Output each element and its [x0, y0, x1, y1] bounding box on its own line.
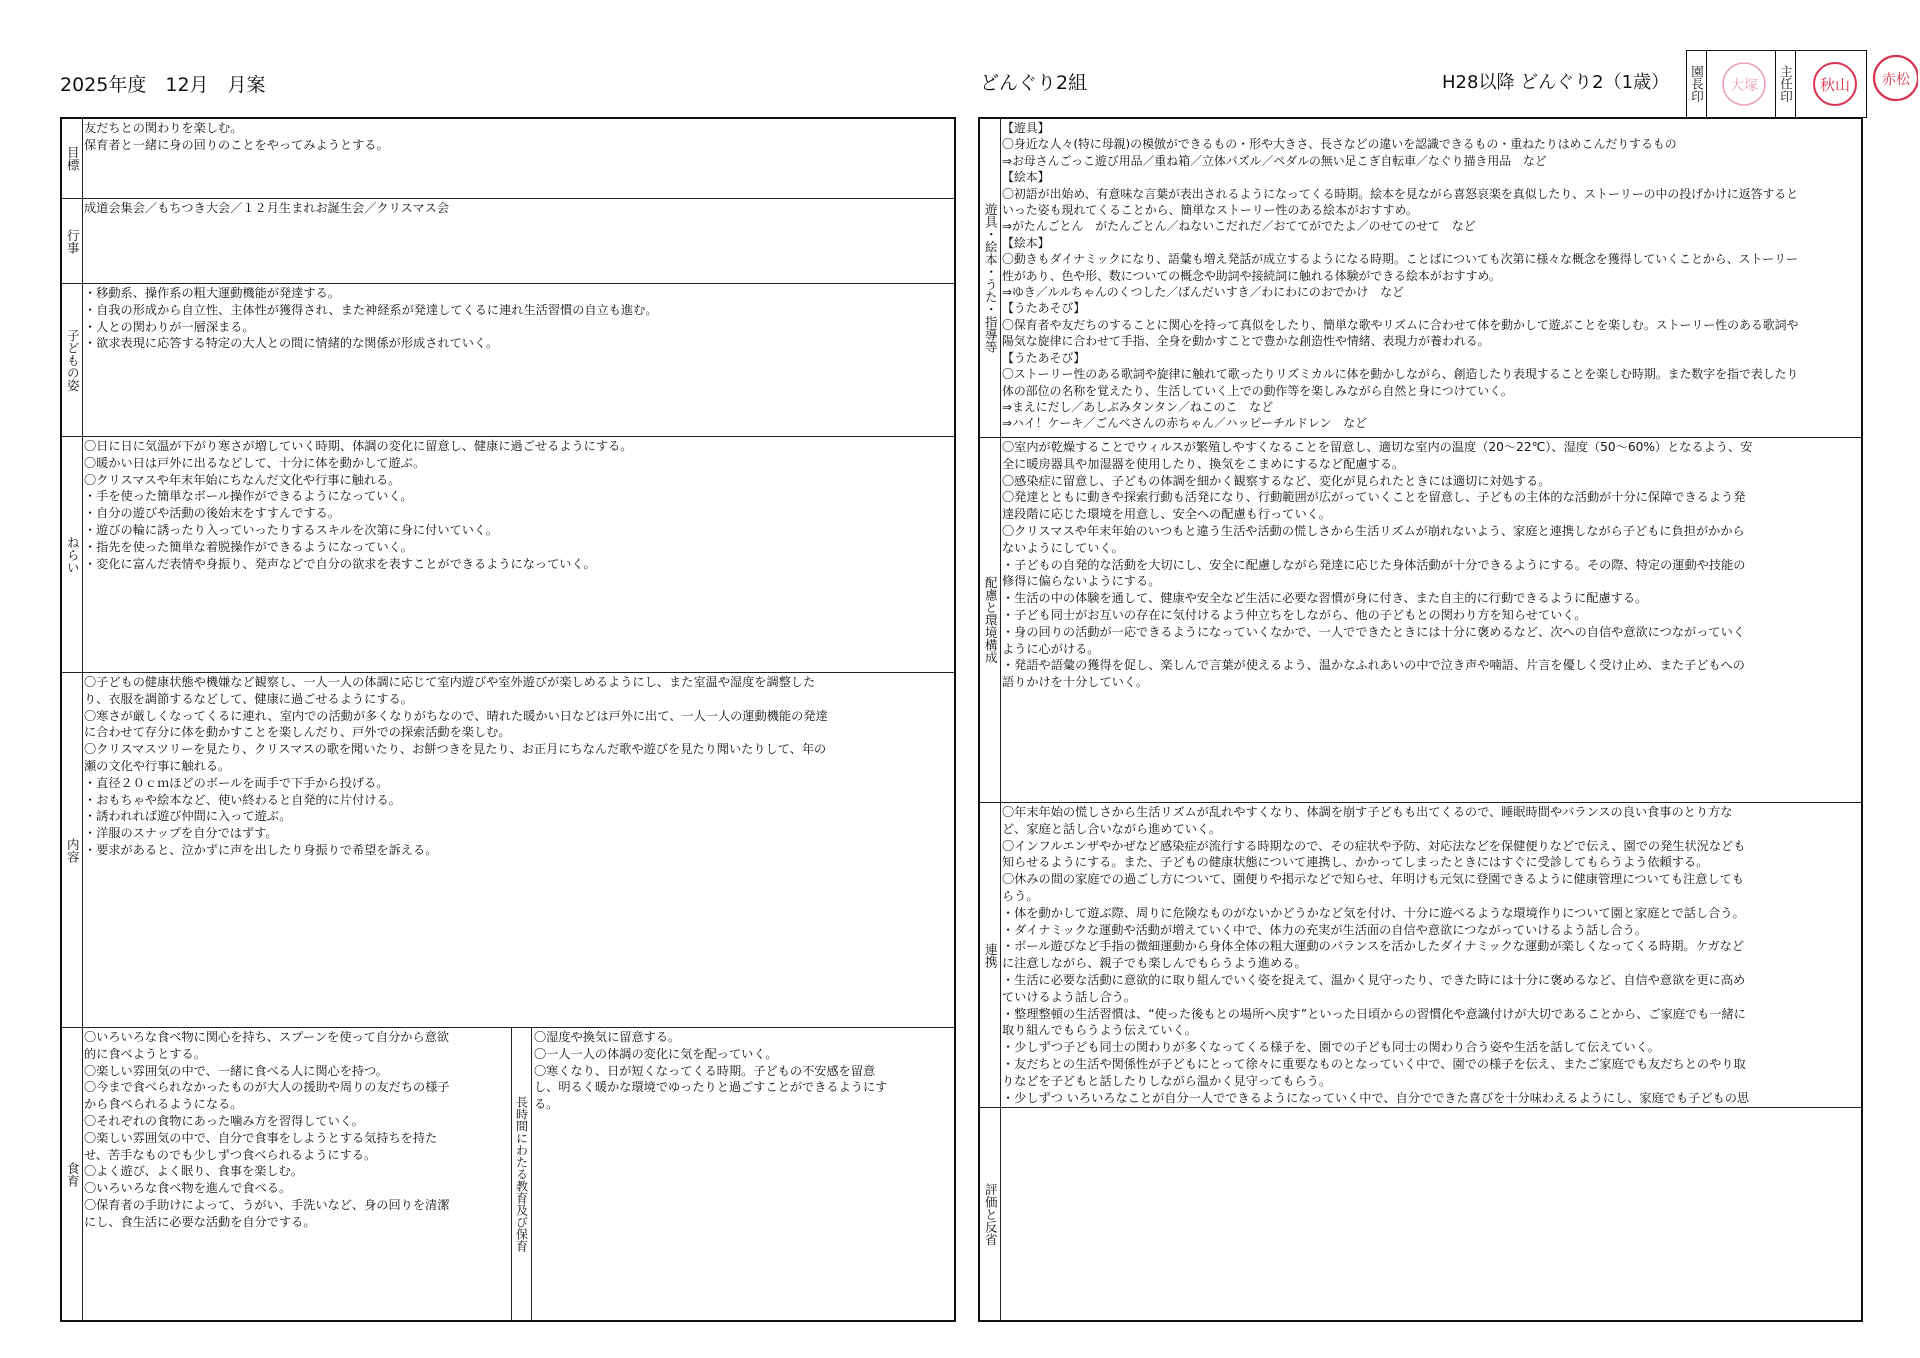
row-child-state-label: 子どもの姿 [62, 284, 83, 436]
aims-line: ・遊びの輪に誘ったり入っていったりするスキルを次第に身に付いていく。 [84, 522, 499, 537]
row-care-environment [980, 437, 1861, 802]
row-aims-label: ねらい [62, 437, 83, 672]
play-line: 〇保育者や友だちのすることに関心を持って真似をしたり、簡単な歌やリズムに合わせて体を動かして遊ぶことを楽しむ。ストーリー性のある歌詞や [1002, 317, 1799, 332]
play-line: 【絵本】 [1002, 170, 1050, 185]
row-events [62, 198, 954, 283]
aims-line: 〇日に日に気温が下がり寒さが増していく時期、体調の変化に留意し、健康に過ごせるようにする。 [84, 439, 633, 453]
chief-seal-icon [1810, 59, 1860, 109]
content-line: ・要求があると、泣かずに声を出したり身振りで希望を訴える。 [84, 842, 438, 857]
chief-seal-text: 秋山 [1819, 76, 1851, 94]
content-line: 〇クリスマスツリーを見たり、クリスマスの歌を聞いたり、お餅つきを見たり、お正月にちなんだ歌や遊びを見たり聞いたりして、年の [84, 742, 827, 757]
principal-seal-text: 大塚 [1730, 78, 1758, 94]
food-line: 〇いろいろな食べ物を進んで食べる。 [84, 1181, 292, 1196]
row-cooperation-label: 連携 [980, 803, 1001, 1107]
child-state-line: ・移動系、操作系の粗大運動機能が発達する。 [84, 286, 340, 300]
third-seal-text: 赤松 [1882, 72, 1910, 88]
play-line: ⇒お母さんごっこ遊び用品／重ね箱／立体パズル／ペダルの無い足こぎ自転車／なぐり描き用品 など [1002, 153, 1547, 168]
child-state-line: ・人との関わりが一層深まる。 [84, 319, 255, 334]
care-line: ないようにしていく。 [1002, 540, 1124, 555]
content-line: に合わせて存分に体を動かすことを楽しんだり、戸外での探索活動を楽しむ。 [84, 725, 511, 740]
care-line: 修得に偏らないようにする。 [1002, 574, 1161, 589]
aims-line: ・手を使った簡単なボール操作ができるようになっていく。 [84, 489, 413, 504]
aims-line: 〇暖かい日は戸外に出るなどして、十分に体を動かして遊ぶ。 [84, 455, 426, 470]
content-line: 〇子どもの健康状態や機嫌など観察し、一人一人の体調に応じて室内遊びや室外遊びが楽しめるようにし、また室温や湿度を調整した [84, 675, 816, 689]
row-cooperation-content [1002, 804, 1858, 1107]
row-play-books-songs-content [1002, 120, 1858, 437]
third-seal-icon [1870, 50, 1918, 110]
content-line: 〇寒さが厳しくなってくるに連れ、室内での活動が多くなりがちなので、晴れた暖かい日などは戸外に出て、一人一人の運動機能の発達 [84, 708, 828, 723]
cooperation-line: に注意しながら、親子でも楽しんでもらうよう進める。 [1002, 956, 1307, 971]
play-line: 〇動きもダイナミックになり、語彙も増え発話が成立するようになる時期。ことばについても次第に様々な概念を獲得していくことから、ストーリー [1002, 252, 1798, 267]
row-aims-content [84, 438, 951, 672]
food-line: 〇それぞれの食物にあった噛み方を習得していく。 [84, 1113, 364, 1128]
play-line: 性があり、色や形、数についての概念や助詞や接続詞に触れる体験ができる絵本がおすすめ。 [1002, 268, 1501, 283]
row-food-education [62, 1027, 954, 1320]
cooperation-line: ・ボール遊びなど手指の微細運動から身体全体の粗大運動のバランスを活かしたダイナミックな運動が楽しくなってくる時期。ケガなど [1002, 939, 1745, 954]
care-line: ・子ども同士がお互いの存在に気付けるよう仲立ちをしながら、他の子どもとの関わり方を知らせていく。 [1002, 607, 1587, 622]
play-line: 陽気な旋律に合わせて手指、全身を動かすことで豊かな創造性や情緒、表現力が養われる。 [1002, 334, 1490, 349]
row-food-education-label: 食育 [62, 1028, 83, 1320]
play-line: 【遊具】 [1002, 121, 1050, 135]
row-evaluation-label: 評価と反省 [980, 1108, 1001, 1320]
play-line: 【うたあそび】 [1002, 301, 1086, 316]
long-hours-content [534, 1029, 951, 1320]
cooperation-line: ・少しずつ いろいろなことが自分一人でできるようになっていく中で、自分でできた喜びを十分味わえるようにし、家庭でも子どもの思 [1002, 1090, 1750, 1105]
care-line: ・身の回りの活動が一応できるようになっていくなかで、一人でできたときには十分に褒めるなど、次への自信や意欲につながっていく [1002, 624, 1745, 639]
play-line: 〇ストーリー性のある歌詞や旋律に触れて歌ったりリズミカルに体を動かしながら、創造したり表現することを楽しむ時期。また数字を指で表したり [1002, 367, 1799, 382]
care-line: ・生活の中の体験を通して、健康や安全など生活に必要な習慣が身に付き、また自主的に行動できるように配慮する。 [1002, 591, 1648, 606]
goal-line: 友だちとの関わりを楽しむ。 [84, 121, 243, 135]
play-line: いった姿も現れてくることから、簡単なストーリー性のある絵本がおすすめ。 [1002, 203, 1418, 218]
content-line: ・誘われれば遊び仲間に入って遊ぶ。 [84, 809, 292, 824]
care-line: 〇室内が乾燥することでウィルスが繁殖しやすくなることを留意し、適切な室内の温度（20〜22℃）、湿度（50〜60%）となるよう、安 [1002, 440, 1753, 454]
cooperation-line: 〇休みの間の家庭での過ごし方について、園便りや掲示などで知らせ、年明けも元気に登園できるように健康管理についても注意しても [1002, 872, 1744, 887]
aims-line: ・指先を使った簡単な着脱操作ができるようになっていく。 [84, 539, 413, 554]
food-line: 〇楽しい雰囲気の中で、一緒に食べる人に関心を持つ。 [84, 1063, 388, 1078]
plan-subtitle: H28以降 どんぐり2（1歳） [1442, 72, 1670, 93]
row-events-content [84, 200, 951, 283]
row-child-state-content [84, 285, 951, 436]
content-line: り、衣服を調節するなどして、健康に過ごせるようにする。 [84, 691, 413, 706]
care-line: 達段階に応じた環境を用意し、安全への配慮も行っていく。 [1002, 507, 1331, 522]
cooperation-line: ・整理整頓の生活習慣は、“使った後もとの場所へ戻す”といった日頃からの習慣化や意識付けが大切であることから、ご家庭でも一緒に [1002, 1006, 1746, 1021]
row-aims [62, 436, 954, 672]
content-line: 瀬の文化や行事に触れる。 [84, 758, 231, 773]
class-name: どんぐり2組 [980, 72, 1088, 94]
long-hours-line: 〇寒くなり、日が短くなってくる時期。子どもの不安感を留意 [534, 1063, 876, 1078]
row-content [62, 672, 954, 1027]
food-line: にし、食生活に必要な活動を自分でする。 [84, 1214, 316, 1229]
play-line: ⇒まえにだし／あしぶみタンタン／ねこのこ など [1002, 399, 1274, 414]
content-line: ・おもちゃや絵本など、使い終わると自発的に片付ける。 [84, 792, 401, 807]
play-line: 体の部位の名称を覚えたり、生活していく上での動作等を楽しみながら自然と身につけていく。 [1002, 383, 1513, 398]
play-line: 〇初語が出始め、有意味な言葉が表出されるようになってくる時期。絵本を見ながら喜怒哀楽を真似したり、ストーリーの中の投げかけに返答すると [1002, 186, 1799, 201]
cooperation-line: ・体を動かして遊ぶ際、周りに危険なものがないかどうかなど気を付け、十分に遊べるような環境作りについて園と家庭とで話し合う。 [1002, 905, 1745, 920]
care-line: 〇感染症に留意し、子どもの体調を細かく観察するなど、変化が見られたときには適切に対処する。 [1002, 473, 1551, 488]
food-line: 〇保育者の手助けによって、うがい、手洗いなど、身の回りを清潔 [84, 1197, 450, 1212]
events-line: 成道会集会／もちつき大会／１２月生まれお誕生会／クリスマス会 [84, 201, 450, 215]
play-line: ⇒ゆき／ルルちゃんのくつした／ばんだいすき／わにわにのおでかけ など [1002, 285, 1404, 300]
long-hours-line: 〇一人一人の体調の変化に気を配っていく。 [534, 1046, 778, 1061]
principal-stamp-label: 園長印 [1687, 51, 1707, 117]
care-line: ように心がける。 [1002, 641, 1100, 656]
care-line: ・子どもの自発的な活動を大切にし、安全に配慮しながら発達に応じた身体活動が十分できるようにする。その際、特定の運動や技能の [1002, 557, 1746, 572]
cooperation-line: ていけるよう話し合う。 [1002, 989, 1137, 1004]
play-line: 【絵本】 [1002, 235, 1050, 250]
care-line: ・発語や語彙の獲得を促し、楽しんで言葉が使えるよう、温かなふれあいの中で泣き声や喃語、片言を優しく受け止め、また子どもへの [1002, 658, 1745, 673]
care-line: 語りかけを十分していく。 [1002, 675, 1149, 690]
cooperation-line: 取り組んでもらうよう伝えていく。 [1002, 1023, 1197, 1038]
row-child-state [62, 283, 954, 436]
cooperation-line: りなどを子どもと話したりしながら温かく見守ってもらう。 [1002, 1073, 1332, 1088]
cooperation-line: 〇年末年始の慌しさから生活リズムが乱れやすくなり、体調を崩す子どもも出てくるので、睡眠時間やバランスの良い食事のとり方な [1002, 805, 1733, 819]
chief-stamp-label: 主任印 [1776, 51, 1796, 117]
child-state-line: ・自我の形成から自立性、主体性が獲得され、また神経系が発達してくるに連れ生活習慣の自立も進む。 [84, 302, 658, 317]
care-line: 全に暖房器具や加湿器を使用したり、換気をこまめにするなど配慮する。 [1002, 456, 1405, 471]
cooperation-line: ・少しずつ子ども同士の関わりが多くなってくる様子を、園での子ども同士の関わり合う姿や生活を話して伝えていく。 [1002, 1040, 1660, 1055]
row-play-books-songs [980, 119, 1861, 437]
row-events-label: 行事 [62, 199, 83, 283]
principal-stamp-box [1686, 50, 1776, 118]
cooperation-line: らう。 [1002, 888, 1039, 903]
aims-line: 〇クリスマスや年末年始にちなんだ文化や行事に触れる。 [84, 472, 401, 487]
row-cooperation [980, 802, 1861, 1107]
long-hours-line: 〇湿度や換気に留意する。 [534, 1030, 681, 1044]
row-evaluation [980, 1107, 1861, 1320]
food-line: 〇よく遊び、よく眠り、食事を楽しむ。 [84, 1164, 303, 1179]
play-line: ⇒がたんごとん がたんごとん／ねないこだれだ／おててがでたよ／のせてのせて など [1002, 219, 1476, 234]
chief-stamp-box [1775, 50, 1867, 118]
row-goal [62, 119, 954, 198]
play-line: 〇身近な人々(特に母親)の模倣ができるもの・形や大きさ、長さなどの違いを認識できるもの・重ねたりはめこんだりするもの [1002, 137, 1677, 152]
row-food-education-content [84, 1029, 514, 1320]
row-care-environment-content [1002, 439, 1858, 802]
play-line: 【うたあそび】 [1002, 350, 1086, 365]
food-line: せ、苦手なものでも少しずつ食べられるようにする。 [84, 1147, 377, 1162]
care-line: 〇クリスマスや年末年始のいつもと違う生活や活動の慌しさから生活リズムが崩れないよう、家庭と連携しながら子どもに負担がかから [1002, 523, 1745, 538]
row-content-label: 内容 [62, 673, 83, 1027]
content-line: ・直径２０ｃｍほどのボールを両手で下手から投げる。 [84, 775, 389, 790]
long-hours-cell [511, 1028, 954, 1320]
principal-seal-icon [1719, 59, 1769, 109]
cooperation-line: 〇インフルエンザやかぜなど感染症が流行する時期なので、その症状や予防、対応法などを保健便りなどで伝え、園での発生状況なども [1002, 838, 1746, 853]
row-content-content [84, 674, 951, 1027]
cooperation-line: 知らせるようにする。また、子どもの健康状態について連携し、かかってしまったときにはすぐに受診してもらうよう依頼する。 [1002, 855, 1709, 870]
food-line: から食べられるようになる。 [84, 1097, 243, 1112]
cooperation-line: ・生活に必要な活動に意欲的に取り組んでいく姿を捉えて、温かく見守ったり、できた時には十分に褒めるなど、自信や意欲を更に高め [1002, 972, 1746, 987]
content-line: ・洋服のスナップを自分ではずす。 [84, 826, 278, 841]
long-hours-label: 長時間にわたる教育及び保育 [512, 1028, 532, 1320]
right-plan-table [978, 117, 1863, 1322]
long-hours-line: し、明るく暖かな環境でゆったりと過ごすことができるようにす [534, 1080, 888, 1095]
row-goal-label: 目標 [62, 119, 83, 198]
cooperation-line: ど、家庭と話し合いながら進めていく。 [1002, 821, 1222, 836]
play-line: ⇒ハイ！ケーキ／ごんべさんの赤ちゃん／ハッピーチルドレン など [1002, 416, 1368, 431]
food-line: 〇今まで食べられなかったものが大人の援助や周りの友だちの様子 [84, 1080, 450, 1095]
row-care-environment-label: 配慮と環境構成 [980, 438, 1001, 802]
row-evaluation-content[interactable] [1002, 1109, 1858, 1320]
left-plan-table [60, 117, 956, 1322]
care-line: 〇発達とともに動きや探索行動も活発になり、行動範囲が広がっていくことを留意し、子どもの主体的な活動が十分に保障できるよう発 [1002, 490, 1746, 505]
food-line: 的に食べようとする。 [84, 1046, 206, 1061]
row-play-books-songs-label: 遊具・絵本・うた・指導等 [980, 119, 1001, 437]
food-line: 〇楽しい雰囲気の中で、自分で食事をしようとする気持ちを持た [84, 1130, 438, 1145]
aims-line: ・変化に富んだ表情や身振り、発声などで自分の欲求を表すことができるようになっていく。 [84, 556, 596, 571]
long-hours-line: る。 [534, 1097, 559, 1112]
plan-title: 2025年度 12月 月案 [60, 74, 266, 96]
aims-line: ・自分の遊びや活動の後始末をすすんでする。 [84, 506, 341, 521]
row-goal-content [84, 120, 951, 198]
cooperation-line: ・友だちとの生活や関係性が子どもにとって徐々に重要なものとなっていく中で、園での様子を伝え、またご家庭でも友だちとのやり取 [1002, 1056, 1746, 1071]
goal-line: 保育者と一緒に身の回りのことをやってみようとする。 [84, 137, 389, 152]
child-state-line: ・欲求表現に応答する特定の大人との間に情緒的な関係が形成されていく。 [84, 336, 499, 351]
cooperation-line: ・ダイナミックな運動や活動が増えていく中で、体力の充実が生活面の自信や意欲につながっていけるよう話し合う。 [1002, 922, 1647, 937]
food-line: 〇いろいろな食べ物に関心を持ち、スプーンを使って自分から意欲 [84, 1030, 450, 1044]
